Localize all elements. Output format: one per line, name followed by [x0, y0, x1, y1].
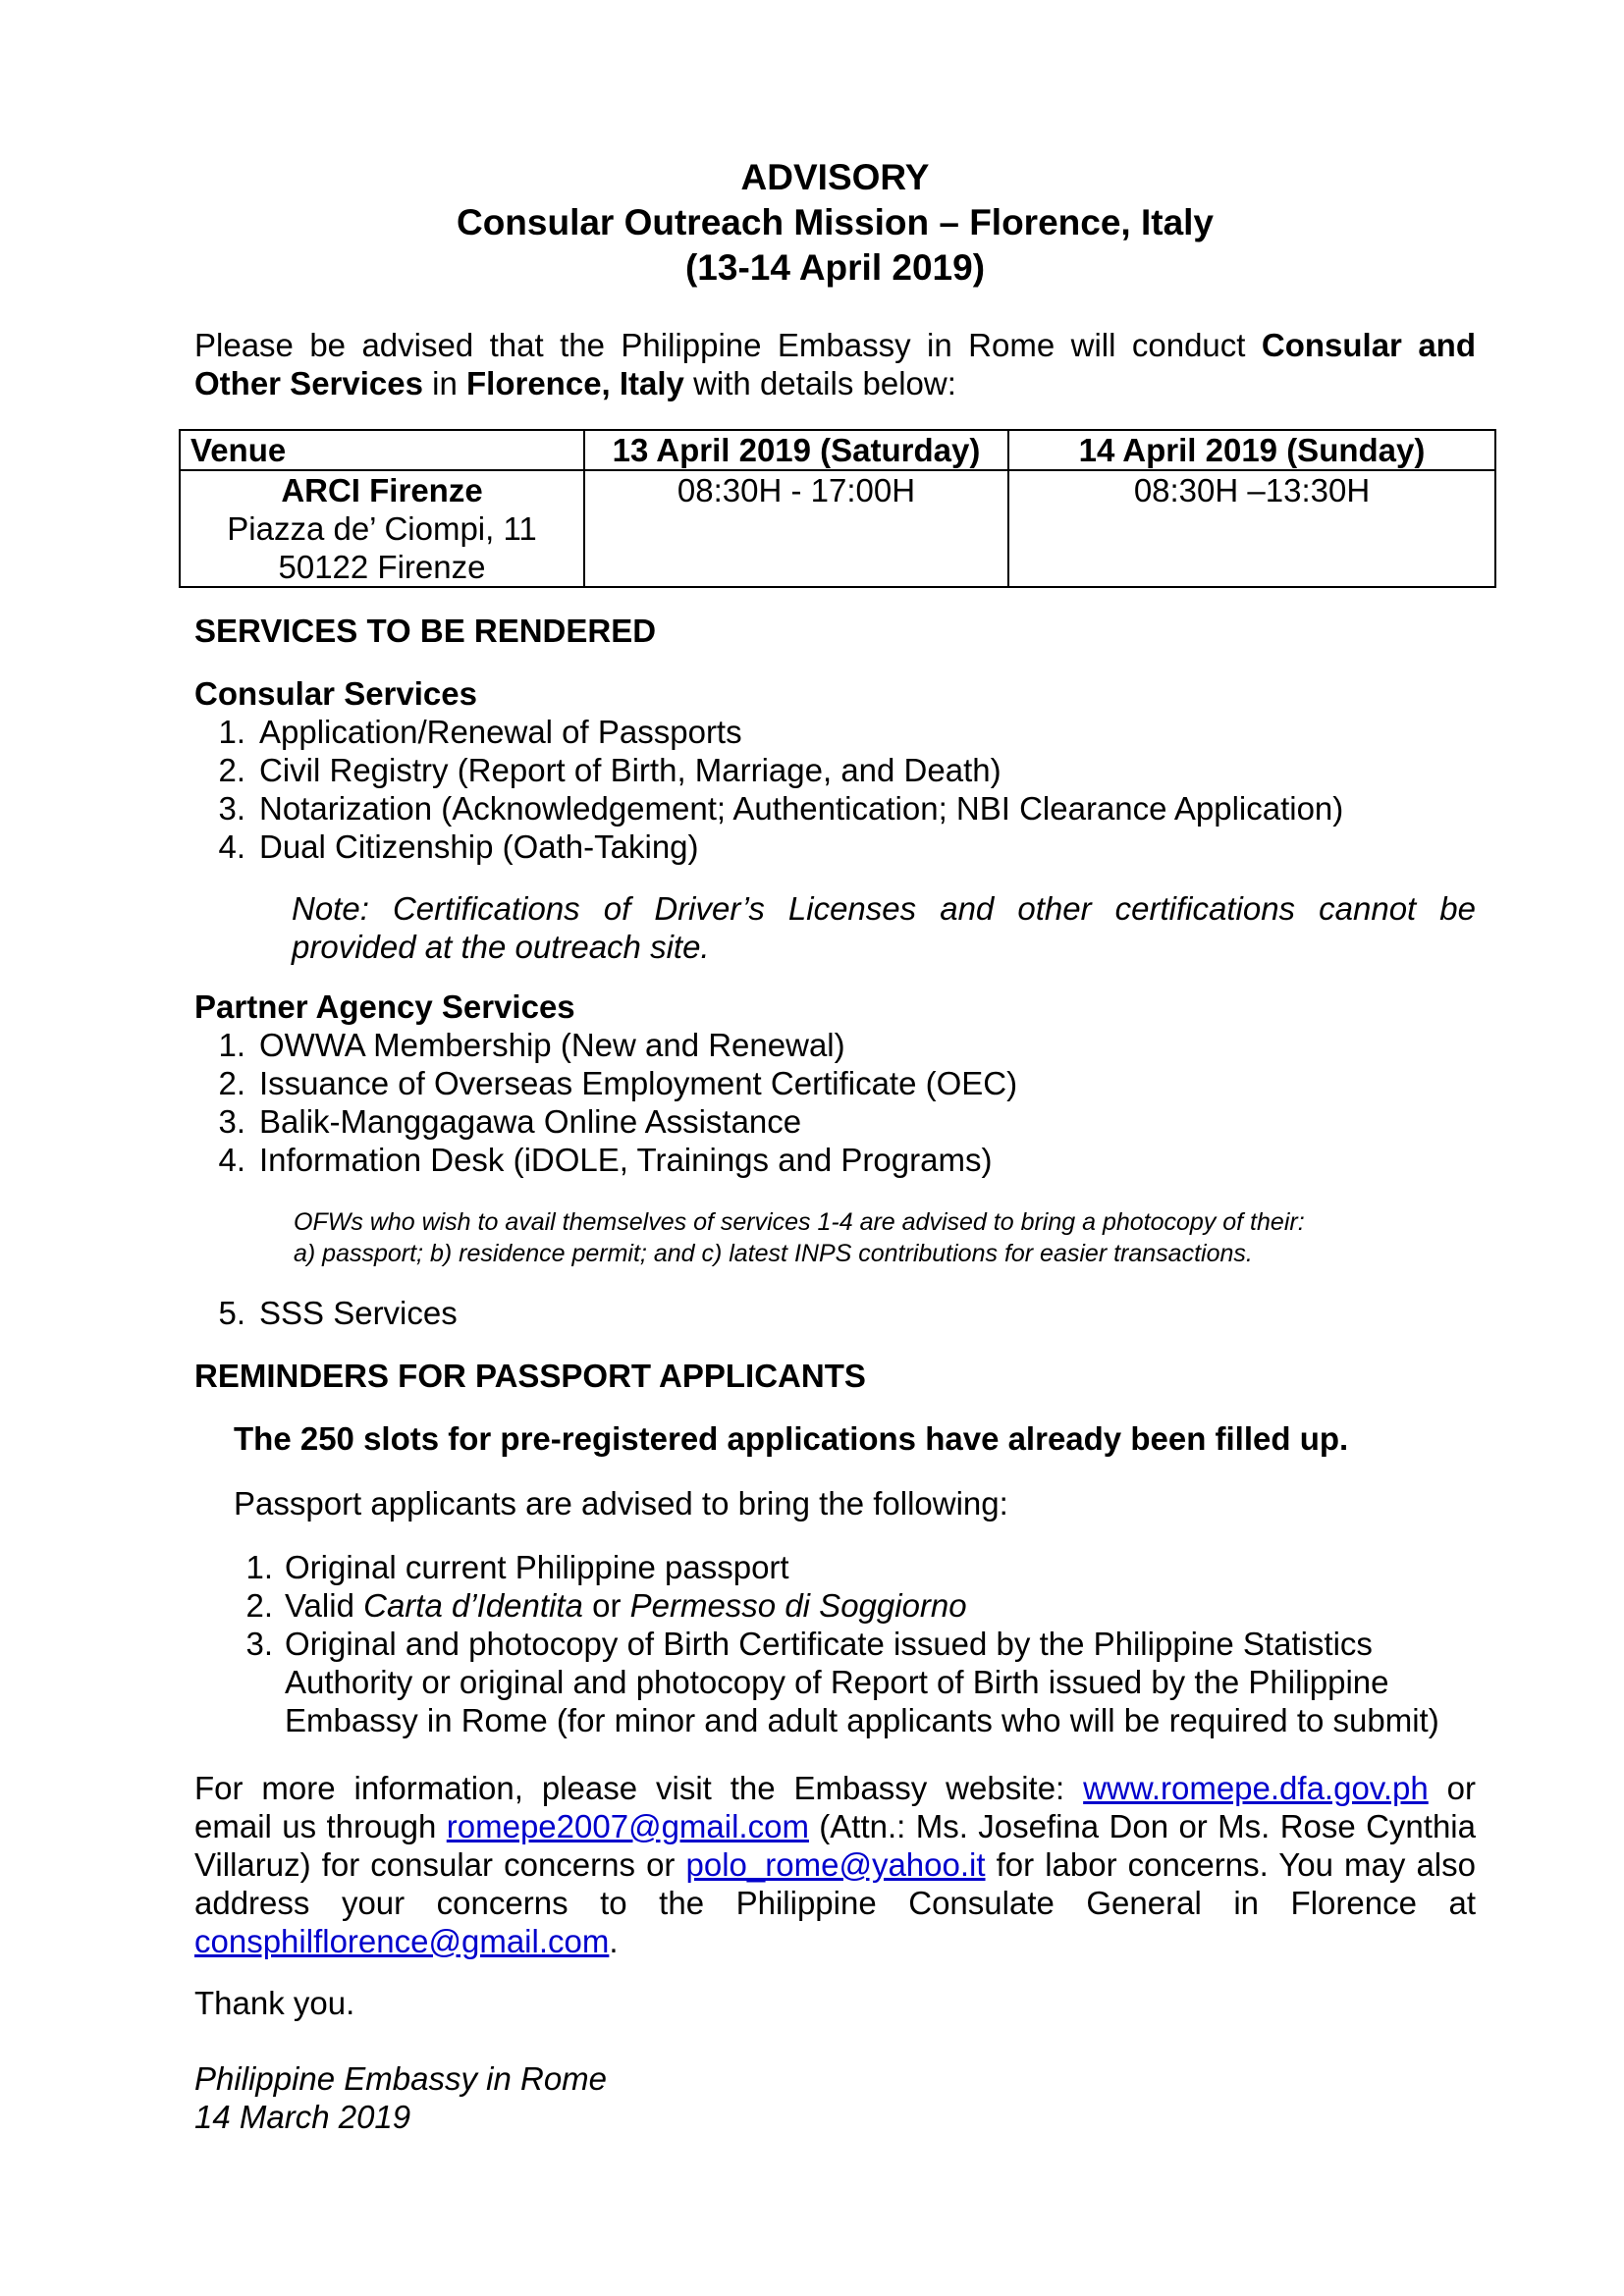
list-item: 3. Notarization (Acknowledgement; Authentication; NBI Clearance Application) [218, 790, 1344, 827]
consular-item-3: Notarization (Acknowledgement; Authentication; NBI Clearance Application) [259, 790, 1344, 827]
list-item: 4. Dual Citizenship (Oath-Taking) [218, 828, 699, 865]
schedule-table [179, 429, 1496, 588]
header-saturday: 13 April 2019 (Saturday) [584, 430, 1008, 470]
venue-cell [180, 470, 584, 587]
partner-item-1: OWWA Membership (New and Renewal) [259, 1027, 845, 1063]
intro-bold-services: Consular and Other Services [194, 327, 1476, 401]
list-item: 2. Issuance of Overseas Employment Certificate (OEC) [218, 1065, 1018, 1101]
contact-text-1: For more information, please visit the Embassy website: [194, 1770, 1084, 1806]
partner-heading: Partner Agency Services [194, 988, 575, 1025]
partner-item-2: Issuance of Overseas Employment Certificate (OEC) [259, 1065, 1018, 1101]
thank-you: Thank you. [194, 1985, 355, 2021]
labor-email-link[interactable]: polo_rome@yahoo.it [685, 1846, 986, 1883]
intro-bold-location: Florence, Italy [466, 365, 684, 401]
partner-item-3: Balik-Manggagawa Online Assistance [259, 1103, 802, 1140]
contact-text-2: or email us through [194, 1770, 1476, 1844]
list-item: 5. SSS Services [218, 1295, 458, 1331]
schedule-row [180, 470, 1495, 587]
intro-text-2: in [422, 365, 466, 401]
sunday-hours: 08:30H –13:30H [1008, 470, 1495, 587]
passport-item-3-line-3: Embassy in Rome (for minor and adult applicants who will be required to submit) [285, 1702, 1439, 1738]
venue-address-city: 50122 Firenze [278, 549, 486, 585]
passport-item-2-permesso: Permesso di Soggiorno [629, 1587, 967, 1624]
list-item: 3. Balik-Manggagawa Online Assistance [218, 1103, 802, 1140]
list-item: 2. Valid Carta d’Identita or Permesso di Soggiorno [245, 1587, 967, 1624]
passport-requirements-list [194, 1548, 1439, 1739]
passport-item-2-carta: Carta d’Identita [363, 1587, 583, 1624]
partner-list-continued [194, 1294, 458, 1332]
contact-text-4: for labor concerns. You may also address your concerns to the Philippine Consulate General in Florence at [194, 1846, 1476, 1921]
list-item: 3. Original and photocopy of Birth Certificate issued by the Philippine Statistics [245, 1626, 1373, 1662]
services-heading: SERVICES TO BE RENDERED [194, 613, 657, 649]
consular-item-2: Civil Registry (Report of Birth, Marriage, and Death) [259, 752, 1001, 788]
signature-block [194, 2059, 607, 2136]
partner-item-5: SSS Services [259, 1295, 458, 1331]
passport-item-2-a: Valid [285, 1587, 364, 1624]
title-mission: Consular Outreach Mission – Florence, Italy [456, 202, 1215, 242]
title-advisory: ADVISORY [740, 157, 930, 197]
consular-note: Note: Certifications of Driver’s Licenses and other certifications cannot be provided at the outreach site. [292, 890, 1476, 965]
partner-note-line-2: a) passport; b) residence permit; and c) latest INPS contributions for easier transactions. [294, 1240, 1253, 1267]
passport-item-1: Original current Philippine passport [285, 1549, 789, 1585]
list-item: 1. Application/Renewal of Passports [218, 714, 742, 750]
saturday-hours: 08:30H - 17:00H [584, 470, 1008, 587]
header-venue: Venue [180, 430, 584, 470]
consular-email-link[interactable]: romepe2007@gmail.com [446, 1808, 809, 1844]
consular-item-4: Dual Citizenship (Oath-Taking) [259, 828, 699, 865]
list-item: 1. Original current Philippine passport [245, 1549, 789, 1585]
title-dates: (13-14 April 2019) [684, 247, 986, 288]
intro-paragraph [194, 326, 1476, 402]
list-item [194, 1701, 1439, 1739]
partner-list [194, 1026, 1017, 1179]
venue-name: ARCI Firenze [281, 472, 483, 508]
partner-note [294, 1206, 1305, 1269]
consular-heading: Consular Services [194, 675, 477, 712]
contact-paragraph [194, 1769, 1476, 1960]
signature-date: 14 March 2019 [194, 2099, 411, 2135]
partner-item-4: Information Desk (iDOLE, Trainings and Programs) [259, 1142, 993, 1178]
list-item: 1. OWWA Membership (New and Renewal) [218, 1027, 845, 1063]
schedule-header-row [180, 430, 1495, 470]
passport-item-2-or: or [582, 1587, 630, 1624]
list-item: 2. Civil Registry (Report of Birth, Marriage, and Death) [218, 752, 1001, 788]
intro-text-3: with details below: [683, 365, 956, 401]
consulate-florence-email-link[interactable]: consphilflorence@gmail.com [194, 1923, 610, 1959]
passport-advised-text: Passport applicants are advised to bring the following: [234, 1485, 1008, 1522]
contact-text-3: (Attn.: Ms. Josefina Don or Ms. Rose Cynthia Villaruz) for consular concerns or [194, 1808, 1476, 1883]
passport-item-3-line-1: Original and photocopy of Birth Certificate issued by the Philippine Statistics [285, 1626, 1373, 1662]
partner-note-line-1: OFWs who wish to avail themselves of services 1-4 are advised to bring a photocopy of their: [294, 1208, 1305, 1236]
embassy-website-link[interactable]: www.romepe.dfa.gov.ph [1083, 1770, 1429, 1806]
list-item [194, 1663, 1439, 1701]
intro-text-1: Please be advised that the Philippine Embassy in Rome will conduct [194, 327, 1262, 363]
reminders-heading: REMINDERS FOR PASSPORT APPLICANTS [194, 1358, 866, 1394]
consular-list [194, 713, 1343, 866]
header-sunday: 14 April 2019 (Sunday) [1008, 430, 1495, 470]
consular-item-1: Application/Renewal of Passports [259, 714, 742, 750]
venue-address-street: Piazza de’ Ciompi, 11 [227, 510, 537, 547]
list-item: 4. Information Desk (iDOLE, Trainings and Programs) [218, 1142, 993, 1178]
slots-filled-notice: The 250 slots for pre-registered applications have already been filled up. [234, 1420, 1349, 1457]
passport-item-3-line-2: Authority or original and photocopy of Report of Birth issued by the Philippine [285, 1664, 1389, 1700]
signature-org: Philippine Embassy in Rome [194, 2060, 608, 2097]
contact-text-5: . [609, 1923, 619, 1959]
